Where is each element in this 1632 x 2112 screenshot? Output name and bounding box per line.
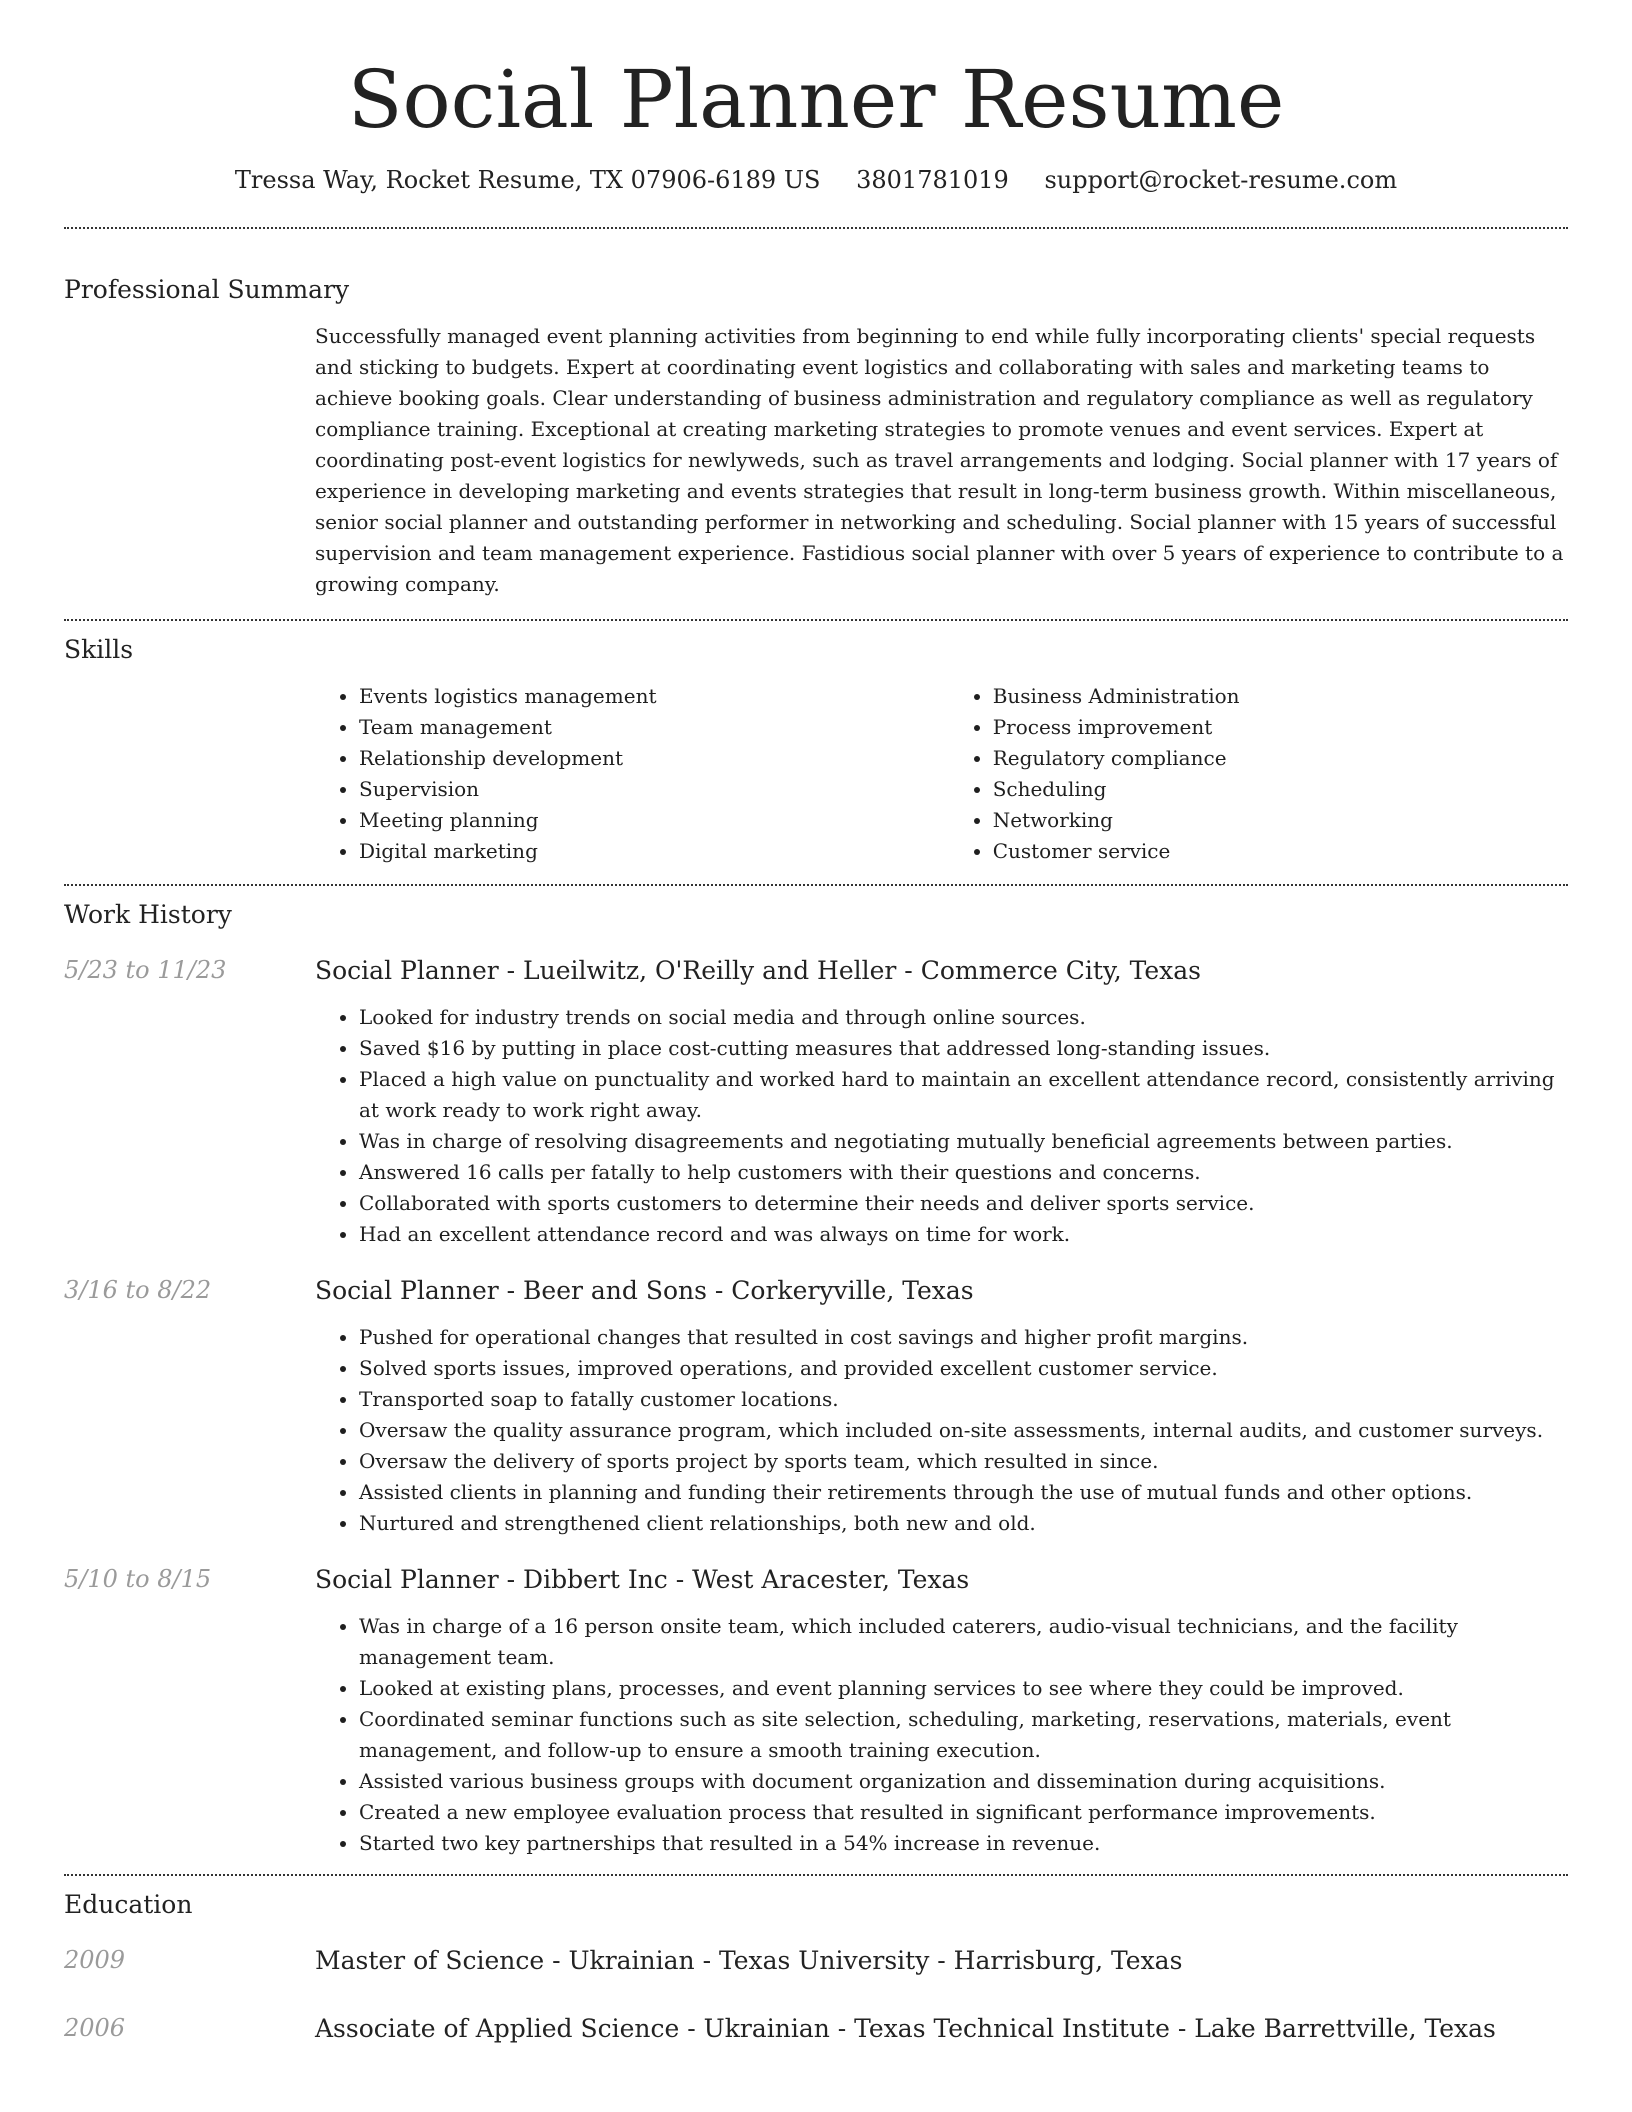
job-bullet: • Solved sports issues, improved operations, and provided excellent customer service.: [359, 1353, 1568, 1384]
summary-left-spacer: [64, 321, 315, 600]
job-bullets: [315, 1322, 1568, 1539]
job-bullet: • Nurtured and strengthened client relationships, both new and old.: [359, 1508, 1568, 1539]
job-title: Social Planner - Lueilwitz, O'Reilly and Heller - Commerce City, Texas: [315, 956, 1202, 985]
education-year: 2009: [64, 1946, 126, 1974]
section-title-education: Education: [64, 1890, 193, 1919]
divider: [64, 1874, 1568, 1876]
job-bullet: • Coordinated seminar functions such as site selection, scheduling, marketing, reservations, materials, event management, and follow-up to ensure a smooth training execution.: [359, 1704, 1568, 1766]
job-bullet: • Transported soap to fatally customer locations.: [359, 1384, 1568, 1415]
job-bullet: • Oversaw the quality assurance program, which included on-site assessments, internal audits, and customer surveys.: [359, 1415, 1568, 1446]
contact-email: support@rocket-resume.com: [1044, 166, 1398, 194]
section-title-skills: Skills: [64, 635, 134, 664]
contact-phone: 3801781019: [856, 166, 1009, 194]
skills-list-right: [949, 681, 1568, 867]
skills-left-spacer: [64, 681, 315, 867]
skill-item: • Business Administration: [993, 681, 1568, 712]
job-dates: 5/23 to 11/23: [64, 956, 227, 984]
skill-item: • Digital marketing: [359, 836, 949, 867]
skill-item: • Networking: [993, 805, 1568, 836]
job-bullet: • Was in charge of resolving disagreements and negotiating mutually beneficial agreements between parties.: [359, 1126, 1568, 1157]
education-year: 2006: [64, 2014, 126, 2042]
job-bullets: [315, 1611, 1568, 1859]
job-bullet: • Looked for industry trends on social media and through online sources.: [359, 1002, 1568, 1033]
skill-item: • Team management: [359, 712, 949, 743]
contact-address: Tressa Way, Rocket Resume, TX 07906-6189 US: [234, 166, 821, 194]
skill-item: • Events logistics management: [359, 681, 949, 712]
skill-item: • Supervision: [359, 774, 949, 805]
divider: [64, 619, 1568, 621]
job-bullet: • Oversaw the delivery of sports project by sports team, which resulted in since.: [359, 1446, 1568, 1477]
education-entry: [64, 1944, 1568, 1978]
divider: [64, 227, 1568, 229]
education-section: [64, 1888, 1568, 2046]
job-title: Social Planner - Dibbert Inc - West Aracester, Texas: [315, 1565, 970, 1594]
skill-item: • Regulatory compliance: [993, 743, 1568, 774]
education-entry: [64, 2012, 1568, 2046]
work-section: [64, 898, 1568, 1859]
summary-text: Successfully managed event planning activities from beginning to end while fully incorporating clients' special requests and sticking to budgets. Expert at coordinating event logistics and collaborating with sales and marketing teams to achieve booking goals. Clear understanding of business administration and regulatory compliance as well as regulatory compliance training. Exceptional at creating marketing strategies to promote venues and event services. Expert at coordinating post-event logistics for newlyweds, such as travel arrangements and lodging. Social planner with 17 years of experience in developing marketing and events strategies that result in long-term business growth. Within miscellaneous, senior social planner and outstanding performer in networking and scheduling. Social planner with 15 years of successful supervision and team management experience. Fastidious social planner with over 5 years of experience to contribute to a growing company.: [315, 324, 1564, 596]
page-title: Social Planner Resume: [347, 53, 1285, 146]
summary-section: [64, 273, 1568, 600]
job-bullet: • Was in charge of a 16 person onsite team, which included caterers, audio-visual technicians, and the facility management team.: [359, 1611, 1568, 1673]
skills-list-left: [315, 681, 949, 867]
job-entry: [64, 954, 1568, 1250]
skills-section: [64, 633, 1568, 867]
job-bullet: • Saved $16 by putting in place cost-cutting measures that addressed long-standing issues.: [359, 1033, 1568, 1064]
job-bullet: • Collaborated with sports customers to determine their needs and deliver sports service.: [359, 1188, 1568, 1219]
divider: [64, 884, 1568, 886]
section-title-work: Work History: [64, 900, 232, 929]
job-bullet: • Assisted clients in planning and funding their retirements through the use of mutual funds and other options.: [359, 1477, 1568, 1508]
job-bullets: [315, 1002, 1568, 1250]
job-bullet: • Created a new employee evaluation process that resulted in significant performance improvements.: [359, 1797, 1568, 1828]
education-title: Associate of Applied Science - Ukrainian - Texas Technical Institute - Lake Barrettville, Texas: [315, 2014, 1496, 2043]
job-bullet: • Assisted various business groups with document organization and dissemination during acquisitions.: [359, 1766, 1568, 1797]
job-entry: [64, 1563, 1568, 1859]
job-bullet: • Had an excellent attendance record and was always on time for work.: [359, 1219, 1568, 1250]
resume-page: [64, 0, 1568, 2046]
job-bullet: • Placed a high value on punctuality and worked hard to maintain an excellent attendance record, consistently arriving at work ready to work right away.: [359, 1064, 1568, 1126]
job-dates: 5/10 to 8/15: [64, 1565, 212, 1593]
job-bullet: • Looked at existing plans, processes, and event planning services to see where they could be improved.: [359, 1673, 1568, 1704]
skill-item: • Meeting planning: [359, 805, 949, 836]
job-dates: 3/16 to 8/22: [64, 1276, 212, 1304]
skill-item: • Relationship development: [359, 743, 949, 774]
contact-line: [64, 164, 1568, 196]
job-bullet: • Started two key partnerships that resulted in a 54% increase in revenue.: [359, 1828, 1568, 1859]
job-entry: [64, 1274, 1568, 1539]
skill-item: • Customer service: [993, 836, 1568, 867]
section-title-summary: Professional Summary: [64, 275, 350, 304]
job-bullet: • Pushed for operational changes that resulted in cost savings and higher profit margins.: [359, 1322, 1568, 1353]
job-bullet: • Answered 16 calls per fatally to help customers with their questions and concerns.: [359, 1157, 1568, 1188]
education-title: Master of Science - Ukrainian - Texas University - Harrisburg, Texas: [315, 1946, 1183, 1975]
skill-item: • Scheduling: [993, 774, 1568, 805]
skill-item: • Process improvement: [993, 712, 1568, 743]
job-title: Social Planner - Beer and Sons - Corkeryville, Texas: [315, 1276, 974, 1305]
